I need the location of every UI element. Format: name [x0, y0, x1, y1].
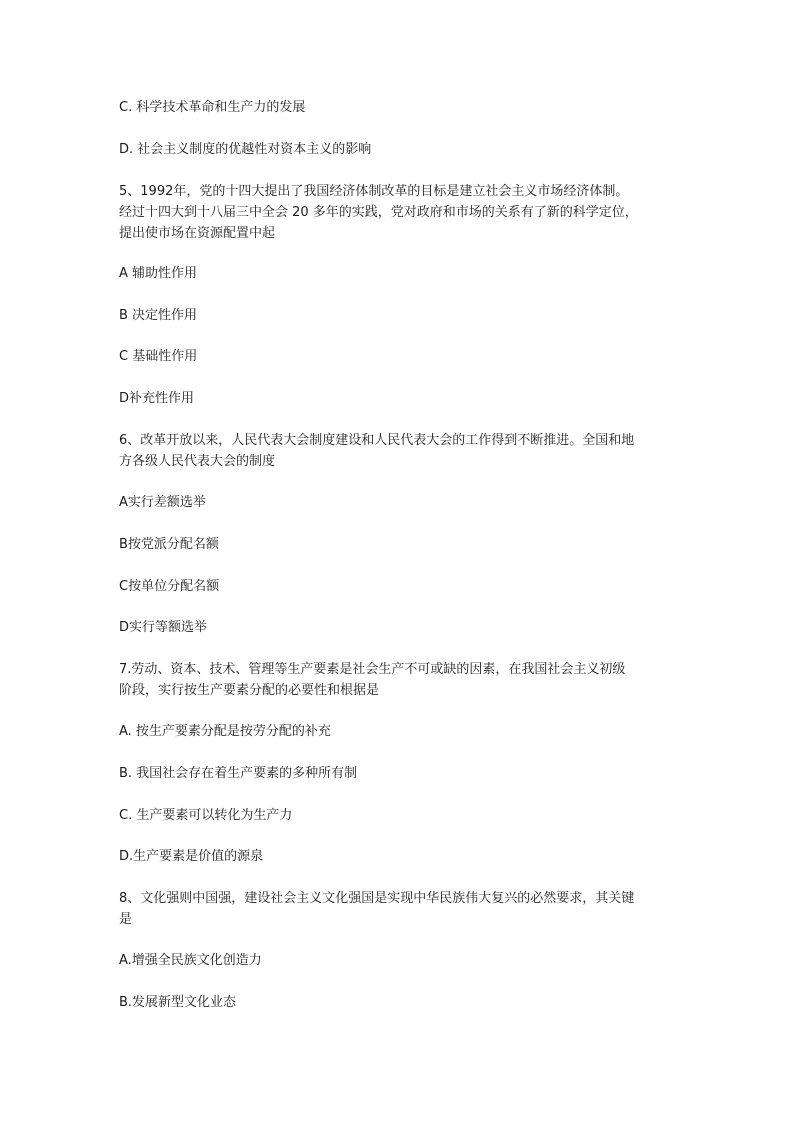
option-b-q5: B 决定性作用	[119, 308, 198, 323]
question-6-line-2: 方各级人民代表大会的制度	[119, 454, 276, 469]
question-7-line-1: 7.劳动、资本、技术、管理等生产要素是社会生产不可或缺的因素，在我国社会主义初级	[119, 662, 626, 677]
option-c-q6: C按单位分配名额	[119, 579, 220, 594]
option-d-q5: D补充性作用	[119, 391, 195, 406]
question-5-line-3: 提出使市场在资源配置中起	[119, 226, 276, 241]
option-d-q6: D实行等额选举	[119, 620, 208, 635]
question-6-line-1: 6、改革开放以来，人民代表大会制度建设和人民代表大会的工作得到不断推进。全国和地	[119, 433, 635, 448]
question-8-line-1: 8、文化强则中国强，建设社会主义文化强国是实现中华民族伟大复兴的必然要求，其关键	[119, 891, 635, 906]
question-7-line-2: 阶段，实行按生产要素分配的必要性和根据是	[119, 683, 380, 698]
question-5	[119, 181, 675, 244]
question-6	[119, 430, 675, 472]
option-d-q4: D. 社会主义制度的优越性对资本主义的影响	[119, 142, 372, 157]
option-a-q8: A.增强全民族文化创造力	[119, 953, 262, 968]
option-c-q7: C. 生产要素可以转化为生产力	[119, 808, 293, 823]
question-5-line-1: 5、1992年，党的十四大提出了我国经济体制改革的目标是建立社会主义市场经济体制。	[119, 184, 629, 199]
option-b-q6: B按党派分配名额	[119, 537, 219, 552]
question-8	[119, 888, 675, 930]
option-d-q7: D.生产要素是价值的源泉	[119, 849, 264, 864]
option-b-q8: B.发展新型文化业态	[119, 995, 237, 1010]
question-7	[119, 659, 675, 701]
option-c-q5: C 基础性作用	[119, 349, 198, 364]
option-a-q5: A 辅助性作用	[119, 266, 198, 281]
option-c-q4: C. 科学技术革命和生产力的发展	[119, 100, 306, 115]
question-5-line-2: 经过十四大到十八届三中全会 20 多年的实践，党对政府和市场的关系有了新的科学定位，	[119, 205, 638, 220]
option-b-q7: B. 我国社会存在着生产要素的多种所有制	[119, 766, 358, 781]
option-a-q7: A. 按生产要素分配是按劳分配的补充	[119, 724, 331, 739]
question-8-line-2: 是	[119, 912, 133, 927]
option-a-q6: A实行差额选举	[119, 495, 206, 510]
